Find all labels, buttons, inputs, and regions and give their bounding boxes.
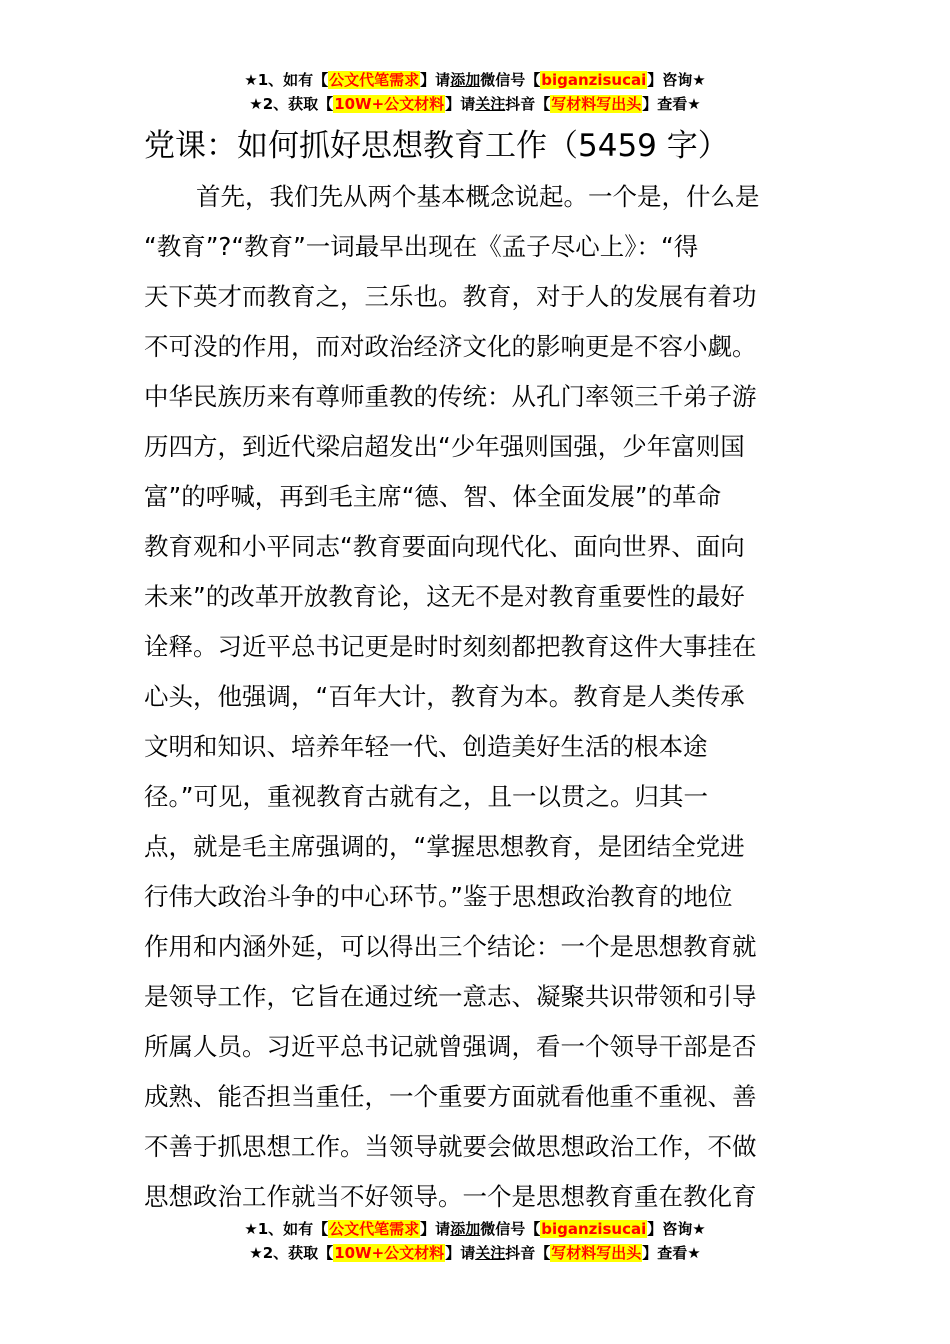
promo-underlined-text: 添加 bbox=[450, 71, 481, 89]
promo-highlight: 公文代笔需求 bbox=[329, 1220, 420, 1238]
douyin-id-highlight: 写材料写出头 bbox=[551, 95, 642, 113]
body-line: 径。”可见，重视教育古就有之，且一以贯之。归其一 bbox=[144, 782, 708, 811]
promo-line-2 bbox=[0, 1241, 950, 1265]
body-line: 首先，我们先从两个基本概念说起。一个是，什么是 bbox=[196, 182, 760, 211]
promo-highlight: 10W+公文材料 bbox=[334, 1244, 445, 1262]
body-line: 富”的呼喊，再到毛主席“德、智、体全面发展”的革命 bbox=[144, 482, 722, 511]
promo-underlined-text: 添加 bbox=[450, 1220, 481, 1238]
footer-promo-banner bbox=[0, 1217, 950, 1265]
promo-line-1 bbox=[0, 1217, 950, 1241]
promo-text: 】咨询★ bbox=[647, 71, 706, 89]
body-line: 教育观和小平同志“教育要面向现代化、面向世界、面向 bbox=[144, 532, 745, 561]
body-line: 成熟、能否担当重任，一个重要方面就看他重不重视、善 bbox=[144, 1082, 757, 1111]
body-line: 不可没的作用，而对政治经济文化的影响更是不容小觑。 bbox=[144, 332, 757, 361]
promo-text: 】查看★ bbox=[642, 1244, 701, 1262]
promo-text: ★1、如有【 bbox=[244, 71, 329, 89]
body-line: 诠释。习近平总书记更是时时刻刻都把教育这件大事挂在 bbox=[144, 632, 757, 661]
body-line: 所属人员。习近平总书记就曾强调，看一个领导干部是否 bbox=[144, 1032, 757, 1061]
promo-text: 抖音【 bbox=[505, 95, 551, 113]
promo-text: ★1、如有【 bbox=[244, 1220, 329, 1238]
body-line: 中华民族历来有尊师重教的传统：从孔门率领三千弟子游 bbox=[144, 382, 757, 411]
promo-text: 】请 bbox=[445, 1244, 476, 1262]
body-line: 文明和知识、培养年轻一代、创造美好生活的根本途 bbox=[144, 732, 708, 761]
promo-line-2 bbox=[0, 92, 950, 116]
promo-highlight: 公文代笔需求 bbox=[329, 71, 420, 89]
body-line: “教育”?“教育”一词最早出现在《孟子尽心上》：“得 bbox=[144, 232, 699, 261]
body-line: 不善于抓思想工作。当领导就要会做思想政治工作，不做 bbox=[144, 1132, 757, 1161]
body-line: 心头，他强调，“百年大计，教育为本。教育是人类传承 bbox=[144, 682, 745, 711]
body-line: 是领导工作，它旨在通过统一意志、凝聚共识带领和引导 bbox=[144, 982, 757, 1011]
promo-underlined-text: 关注 bbox=[475, 95, 506, 113]
document-body bbox=[144, 172, 808, 1222]
wechat-id-highlight: biganzisucai bbox=[541, 71, 647, 89]
douyin-id-highlight: 写材料写出头 bbox=[551, 1244, 642, 1262]
wechat-id-highlight: biganzisucai bbox=[541, 1220, 647, 1238]
body-line: 行伟大政治斗争的中心环节。”鉴于思想政治教育的地位 bbox=[144, 882, 733, 911]
promo-underlined-text: 关注 bbox=[475, 1244, 506, 1262]
header-promo-banner bbox=[0, 68, 950, 116]
body-line: 思想政治工作就当不好领导。一个是思想教育重在教化育 bbox=[144, 1182, 757, 1211]
promo-text: 】请 bbox=[420, 71, 451, 89]
promo-text: 】咨询★ bbox=[647, 1220, 706, 1238]
body-line: 历四方，到近代梁启超发出“少年强则国强，少年富则国 bbox=[144, 432, 745, 461]
body-line: 点，就是毛主席强调的，“掌握思想教育，是团结全党进 bbox=[144, 832, 745, 861]
promo-text: 抖音【 bbox=[505, 1244, 551, 1262]
promo-text: ★2、获取【 bbox=[249, 1244, 334, 1262]
body-line: 未来”的改革开放教育论，这无不是对教育重要性的最好 bbox=[144, 582, 745, 611]
promo-text: 微信号【 bbox=[480, 71, 541, 89]
promo-highlight: 10W+公文材料 bbox=[334, 95, 445, 113]
body-line: 作用和内涵外延，可以得出三个结论：一个是思想教育就 bbox=[144, 932, 757, 961]
promo-line-1 bbox=[0, 68, 950, 92]
promo-text: 微信号【 bbox=[480, 1220, 541, 1238]
document-title: 党课：如何抓好思想教育工作（5459 字） bbox=[144, 128, 729, 164]
body-line: 天下英才而教育之，三乐也。教育，对于人的发展有着功 bbox=[144, 282, 757, 311]
promo-text: 】查看★ bbox=[642, 95, 701, 113]
promo-text: 】请 bbox=[445, 95, 476, 113]
promo-text: ★2、获取【 bbox=[249, 95, 334, 113]
promo-text: 】请 bbox=[420, 1220, 451, 1238]
